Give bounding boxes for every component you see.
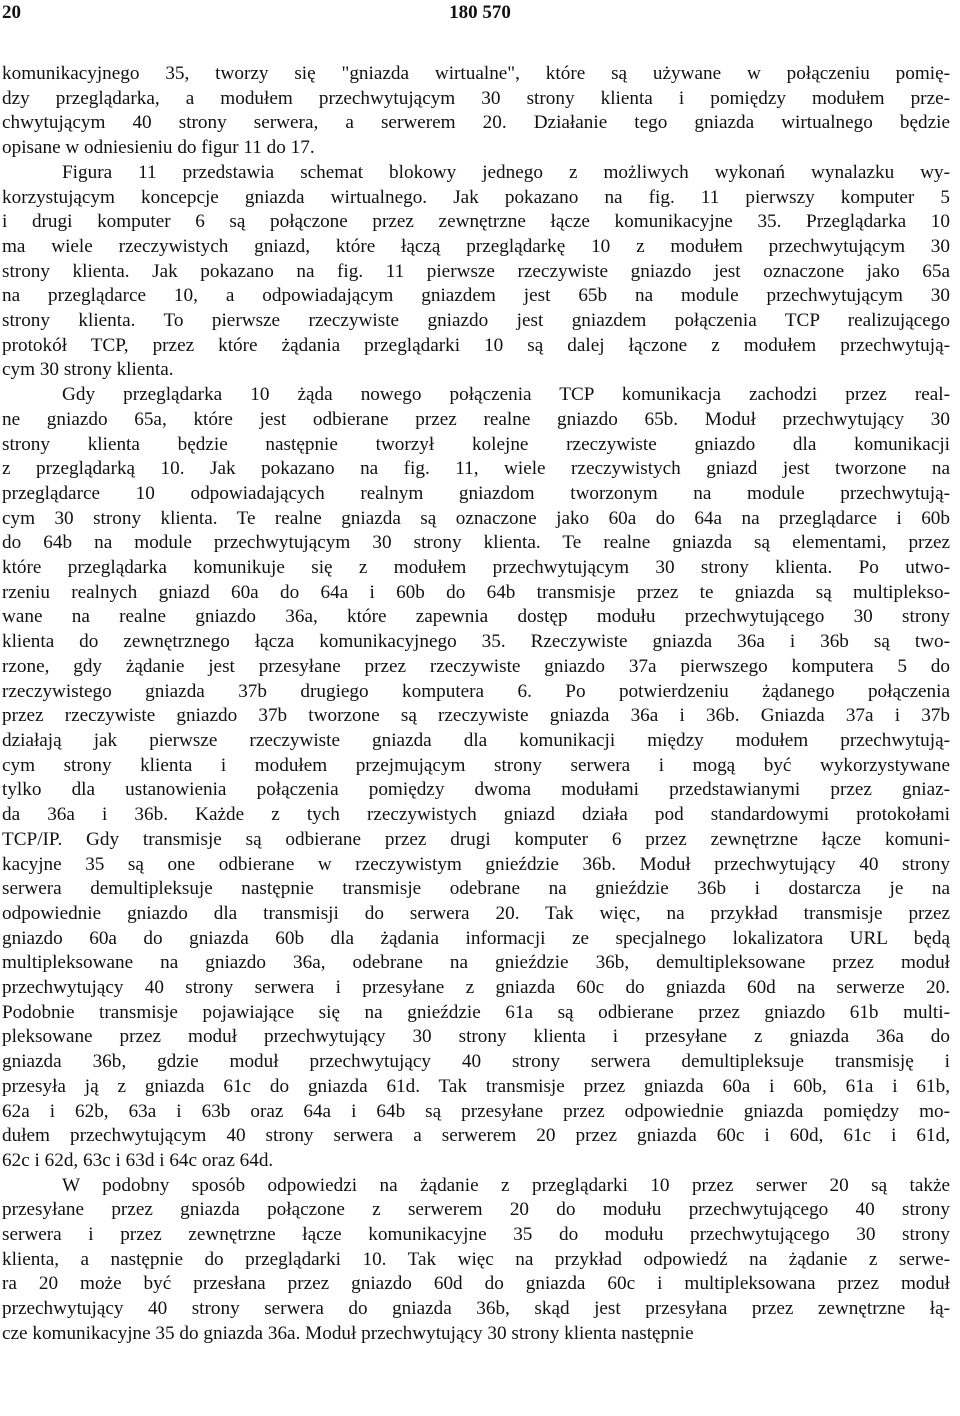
text-line: 62a i 62b, 63a i 63b oraz 64a i 64b są przesyłane przez odpowiednie gniazda pomiędzy mo- [2, 1100, 950, 1122]
text-line: strony klienta będzie następnie tworzył kolejne rzeczywiste gniazdo dla komunikacji [2, 433, 950, 455]
text-line: wane na realne gniazdo 36a, które zapewnia dostęp modułu przechwytującego 30 strony [2, 606, 950, 628]
text-line: pleksowane przez moduł przechwytujący 30 strony klienta i przesyłane z gniazda 36a do [2, 1026, 950, 1048]
text-line: i drugi komputer 6 są połączone przez zewnętrzne łącze komunikacyjne 35. Przeglądarka 10 [2, 211, 950, 233]
text-line: dzy przeglądarka, a modułem przechwytującym 30 strony klienta i pomiędzy modułem prze- [2, 87, 950, 109]
text-line: przesyłane przez gniazda połączone z serwerem 20 do modułu przechwytującego 40 strony [2, 1199, 950, 1221]
text-line: na przeglądarce 10, a odpowiadającym gniazdem jest 65b na module przechwytującym 30 [2, 285, 950, 307]
text-line: ne gniazdo 65a, które jest odbierane przez realne gniazdo 65b. Moduł przechwytujący 30 [2, 408, 950, 430]
text-line: dułem przechwytującym 40 strony serwera a serwerem 20 przez gniazda 60c i 60d, 61c i 61d, [2, 1125, 950, 1147]
page-number: 20 [2, 2, 21, 23]
text-line: cym strony klienta i modułem przejmującym strony serwera i mogą być wykorzystywane [2, 754, 950, 776]
text-line: 62c i 62d, 63c i 63d i 64c oraz 64d. [2, 1149, 274, 1171]
text-line: działają jak pierwsze rzeczywiste gniazda dla komunikacji między modułem przechwytują- [2, 729, 950, 751]
body-text [2, 62, 950, 1347]
text-line: chwytującym 40 strony serwera, a serwerem 20. Działanie tego gniazda wirtualnego będzie [2, 112, 950, 134]
paragraph [2, 1174, 950, 1347]
text-line: odpowiednie gniazdo dla transmisji do serwera 20. Tak więc, na przykład transmisje przez [2, 902, 950, 924]
text-line: z przeglądarką 10. Jak pokazano na fig. 11, wiele rzeczywistych gniazd jest tworzone na [2, 458, 950, 480]
text-line: cym 30 strony klienta. [2, 359, 174, 381]
text-line: do 64b na module przechwytującym 30 strony klienta. Te realne gniazda są elementami, przez [2, 532, 950, 554]
text-line: gniazdo 60a do gniazda 60b dla żądania informacji ze specjalnego lokalizatora URL będą [2, 927, 950, 949]
text-line: serwera demultipleksuje następnie transmisje odebrane na gnieździe 36b i dostarcza je na [2, 878, 950, 900]
text-line: komunikacyjnego 35, tworzy się "gniazda wirtualne", które są używane w połączeniu pomię- [2, 63, 950, 84]
document-number: 180 570 [449, 2, 511, 23]
text-line: klienta do zewnętrznego łącza komunikacyjnego 35. Rzeczywiste gniazda 36a i 36b są two- [2, 631, 950, 653]
text-line: TCP/IP. Gdy transmisje są odbierane przez drugi komputer 6 przez zewnętrzne łącze komuni- [2, 828, 950, 850]
text-line: cym 30 strony klienta. Te realne gniazda są oznaczone jako 60a do 64a na przeglądarce i 60b [2, 507, 950, 529]
text-line: ma wiele rzeczywistych gniazd, które łączą przeglądarkę 10 z modułem przechwytującym 30 [2, 235, 950, 257]
text-line: rzeniu realnych gniazd 60a do 64a i 60b do 64b transmisje przez te gniazda są multipleksо- [2, 581, 950, 603]
text-line: korzystującym koncepcje gniazda wirtualnego. Jak pokazano na fig. 11 pierwszy komputer 5 [2, 186, 950, 208]
text-line: przechwytujący 40 strony serwera do gniazda 36b, skąd jest przesyłana przez zewnętrzne łą- [2, 1298, 950, 1320]
paragraph [2, 383, 950, 1174]
text-line: Gdy przeglądarka 10 żąda nowego połączenia TCP komunikacja zachodzi przez real- [62, 384, 950, 406]
text-line: przez rzeczywiste gniazdo 37b tworzone są rzeczywiste gniazda 36a i 36b. Gniazda 37a i 37b [2, 705, 950, 727]
text-line: Podobnie transmisje pojawiające się na gnieździe 61a są odbierane przez gniazdo 61b multi- [2, 1001, 950, 1023]
text-line: które przeglądarka komunikuje się z modułem przechwytującym 30 strony klienta. Po utwo- [2, 557, 950, 579]
text-line: kacyjne 35 są one odbierane w rzeczywistym gnieździe 36b. Moduł przechwytujący 40 strony [2, 853, 950, 875]
text-line: strony klienta. To pierwsze rzeczywiste gniazdo jest gniazdem połączenia TCP realizującego [2, 310, 950, 332]
text-line: serwera i przez zewnętrzne łącze komunikacyjne 35 do modułu przechwytującego 30 strony [2, 1224, 950, 1246]
text-line: da 36a i 36b. Każde z tych rzeczywistych gniazd działa pod standardowymi protokołami [2, 804, 950, 826]
text-line: rzeczywistego gniazda 37b drugiego komputera 6. Po potwierdzeniu żądanego połączenia [2, 680, 950, 702]
paragraph [2, 161, 950, 383]
text-line: gniazda 36b, gdzie moduł przechwytujący 40 strony serwera demultipleksuje transmisję i [2, 1051, 950, 1073]
text-line: przesyła ją z gniazda 61c do gniazda 61d. Tak transmisje przez gniazda 60a i 60b, 61a i 61b, [2, 1075, 950, 1097]
text-line: multipleksowane na gniazdo 36a, odebrane na gnieździe 36b, demultipleksowane przez moduł [2, 952, 950, 974]
text-line: strony klienta. Jak pokazano na fig. 11 pierwsze rzeczywiste gniazdo jest oznaczone jako 65a [2, 260, 950, 282]
text-line: protokół TCP, przez które żądania przeglądarki 10 są dalej łączone z modułem przechwytują- [2, 334, 950, 356]
text-line: przechwytujący 40 strony serwera i przesyłane z gniazda 60c do gniazda 60d na serwerze 20. [2, 977, 950, 999]
text-line: klienta, a następnie do przeglądarki 10. Tak więc na przykład odpowiedź na żądanie z serwe- [2, 1248, 950, 1270]
text-line: rzone, gdy żądanie jest przesyłane przez rzeczywiste gniazdo 37a pierwszego komputera 5 do [2, 655, 950, 677]
text-line: opisane w odniesieniu do figur 11 do 17. [2, 137, 315, 159]
text-line: cze komunikacyjne 35 do gniazda 36a. Moduł przechwytujący 30 strony klienta następnie [2, 1322, 694, 1344]
text-line: tylko dla ustanowienia połączenia pomiędzy dwoma modułami przedstawianymi przez gniaz- [2, 779, 950, 801]
text-line: Figura 11 przedstawia schemat blokowy jednego z możliwych wykonań wynalazku wy- [62, 161, 950, 183]
text-line: W podobny sposób odpowiedzi na żądanie z przeglądarki 10 przez serwer 20 są także [62, 1174, 950, 1196]
text-line: ra 20 może być przesłana przez gniazdo 60d do gniazda 60c i multipleksowana przez moduł [2, 1273, 950, 1295]
paragraph [2, 62, 950, 161]
text-line: przeglądarce 10 odpowiadających realnym gniazdom tworzonym na module przechwytują- [2, 482, 950, 504]
